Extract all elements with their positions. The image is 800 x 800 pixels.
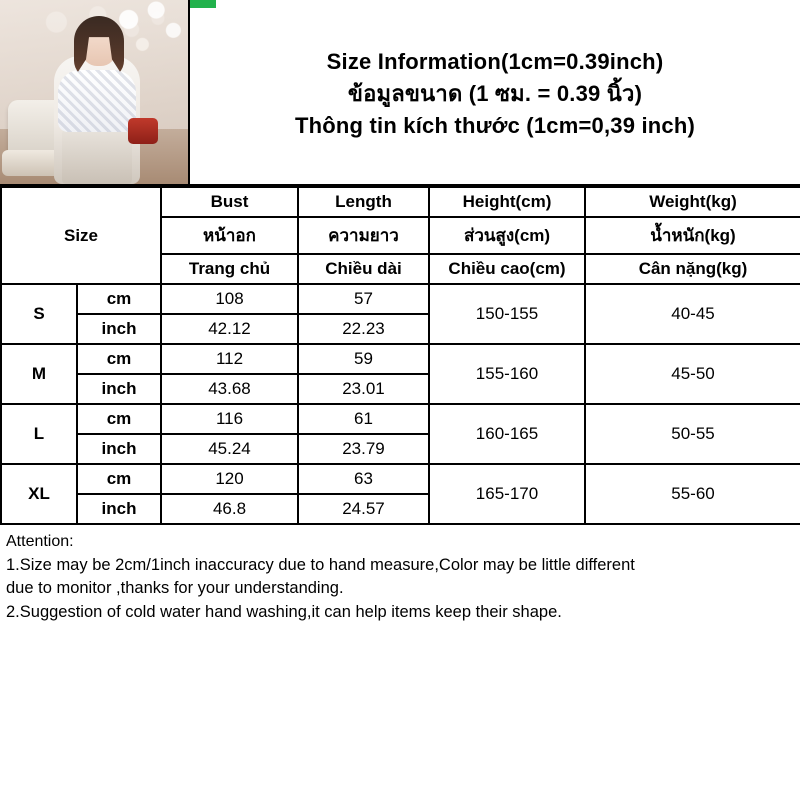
row-unit-cm: cm	[77, 284, 161, 314]
green-marker	[190, 0, 216, 8]
col-bust-vi: Trang chủ	[161, 254, 298, 284]
table-row	[1, 284, 800, 314]
title-line-en: Size Information(1cm=0.39inch)	[326, 49, 664, 75]
col-length-th: ความยาว	[298, 217, 429, 254]
cell-height-range: 160-165	[429, 404, 585, 464]
table-row	[1, 464, 800, 494]
col-height-th: ส่วนสูง(cm)	[429, 217, 585, 254]
attention-line-1: 1.Size may be 2cm/1inch inaccuracy due to hand measure,Color may be little different	[6, 555, 635, 574]
cell-bust-inch: 42.12	[161, 314, 298, 344]
cell-length-cm: 59	[298, 344, 429, 374]
row-unit-cm: cm	[77, 404, 161, 434]
row-unit-inch: inch	[77, 434, 161, 464]
cell-length-inch: 24.57	[298, 494, 429, 524]
cell-length-inch: 23.79	[298, 434, 429, 464]
col-length-en: Length	[298, 187, 429, 217]
attention-line-2: due to monitor ,thanks for your understanding.	[6, 579, 344, 598]
col-bust-en: Bust	[161, 187, 298, 217]
cell-weight-range: 40-45	[585, 284, 800, 344]
cell-bust-cm: 112	[161, 344, 298, 374]
row-unit-cm: cm	[77, 464, 161, 494]
cell-height-range: 155-160	[429, 344, 585, 404]
col-weight-en: Weight(kg)	[585, 187, 800, 217]
cell-weight-range: 45-50	[585, 344, 800, 404]
row-unit-inch: inch	[77, 374, 161, 404]
chart-header	[0, 0, 800, 186]
cell-weight-range: 55-60	[585, 464, 800, 524]
col-height-vi: Chiều cao(cm)	[429, 254, 585, 284]
cell-length-cm: 61	[298, 404, 429, 434]
cell-height-range: 165-170	[429, 464, 585, 524]
col-bust-th: หน้าอก	[161, 217, 298, 254]
cell-bust-cm: 116	[161, 404, 298, 434]
col-height-en: Height(cm)	[429, 187, 585, 217]
cell-height-range: 150-155	[429, 284, 585, 344]
cell-length-cm: 63	[298, 464, 429, 494]
col-weight-vi: Cân nặng(kg)	[585, 254, 800, 284]
size-column-title: Size	[1, 187, 161, 284]
cell-bust-inch: 45.24	[161, 434, 298, 464]
attention-block	[0, 525, 800, 624]
attention-heading: Attention:	[6, 533, 74, 550]
col-weight-th: น้ำหนัก(kg)	[585, 217, 800, 254]
title-block	[190, 0, 800, 184]
row-size-label: S	[1, 284, 77, 344]
attention-line-3: 2.Suggestion of cold water hand washing,it can help items keep their shape.	[6, 602, 562, 621]
cell-weight-range: 50-55	[585, 404, 800, 464]
cell-bust-cm: 108	[161, 284, 298, 314]
title-line-vi: Thông tin kích thước (1cm=0,39 inch)	[295, 112, 695, 138]
cell-bust-cm: 120	[161, 464, 298, 494]
cell-length-inch: 22.23	[298, 314, 429, 344]
row-unit-inch: inch	[77, 494, 161, 524]
cell-length-cm: 57	[298, 284, 429, 314]
photo-model-skirt	[62, 128, 132, 184]
table-row	[1, 404, 800, 434]
cell-bust-inch: 43.68	[161, 374, 298, 404]
row-unit-inch: inch	[77, 314, 161, 344]
row-unit-cm: cm	[77, 344, 161, 374]
size-table	[0, 186, 800, 525]
cell-length-inch: 23.01	[298, 374, 429, 404]
table-header-row-en	[1, 187, 800, 217]
row-size-label: L	[1, 404, 77, 464]
row-size-label: M	[1, 344, 77, 404]
photo-handbag	[128, 118, 158, 144]
cell-bust-inch: 46.8	[161, 494, 298, 524]
photo-model-top	[58, 70, 136, 132]
col-length-vi: Chiều dài	[298, 254, 429, 284]
title-line-th: ข้อมูลขนาด (1 ซม. = 0.39 นิ้ว)	[347, 81, 643, 107]
table-row	[1, 344, 800, 374]
model-photo	[0, 0, 190, 184]
row-size-label: XL	[1, 464, 77, 524]
